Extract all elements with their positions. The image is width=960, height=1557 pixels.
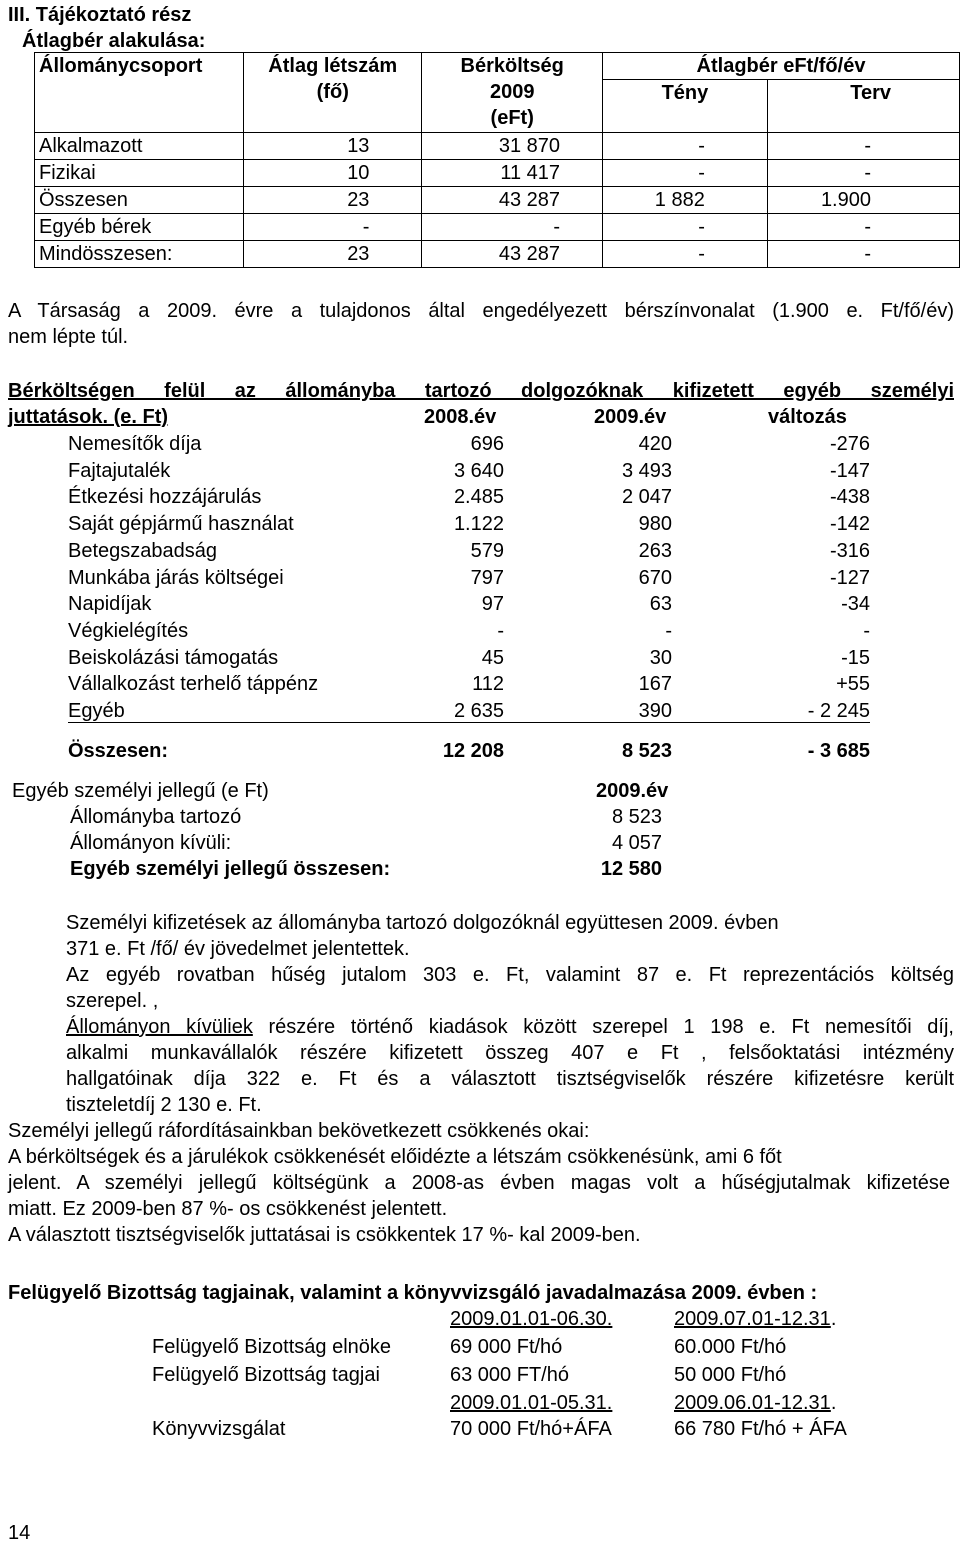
auditor-v2: 66 780 Ft/hó + ÁFA	[674, 1418, 847, 1440]
benefit-2008: 2.485	[453, 486, 504, 509]
note-line-1: A Társaság a 2009. évre a tulajdonos által engedélyezett bérszínvonalat (1.900 e. Ft/fő/év)	[8, 300, 954, 322]
other-year: 2009.év	[596, 780, 669, 802]
other-row-value: 8 523	[611, 806, 662, 828]
header-wage-cost	[422, 53, 603, 133]
benefit-2009: 670	[638, 566, 672, 589]
benefit-2009: 980	[638, 513, 672, 536]
benefit-name: Végkielégítés	[68, 619, 189, 642]
paragraph-line: szerepel. ,	[66, 990, 159, 1012]
benefit-change: - 2 245	[807, 700, 870, 722]
paragraph-line: hallgatóinak díja 322 e. Ft és a választott tisztségviselők részére kifizetésre került	[66, 1068, 954, 1090]
benefit-name: Beiskolázási támogatás	[68, 646, 279, 669]
benefit-2008: 2 635	[453, 700, 504, 722]
benefit-name: Betegszabadság	[68, 539, 218, 562]
auditor-label: Könyvvizsgálat	[152, 1418, 286, 1440]
header-plan: Terv	[767, 80, 959, 107]
header-actual: Tény	[603, 80, 768, 107]
benefit-2009: -	[665, 619, 672, 642]
paragraph-line: alkalmi munkavállalók részére kifizetett összeg 407 e Ft , felsőoktatási intézmény	[66, 1042, 954, 1064]
board-chair-v2: 60.000 Ft/hó	[674, 1336, 787, 1358]
row-cost-cell: 43 287	[422, 187, 603, 214]
benefit-2009: 420	[638, 433, 672, 455]
row-plan-cell: -	[767, 241, 959, 268]
board-members-v1: 63 000 FT/hó	[450, 1364, 569, 1386]
header-average-wage: Átlagbér eFt/fő/év	[603, 53, 960, 80]
benefit-change: -316	[829, 539, 870, 562]
header-wage-cost-line2: 2009	[489, 81, 535, 103]
benefits-col-2008: 2008.év	[424, 406, 497, 428]
paragraph-line: Az egyéb rovatban hűség jutalom 303 e. Ft, valamint 87 e. Ft reprezentációs költség	[66, 964, 954, 986]
section-title: III. Tájékoztató rész	[8, 4, 192, 26]
page-number: 14	[8, 1522, 31, 1544]
row-actual-cell: -	[603, 133, 768, 160]
board-members-label: Felügyelő Bizottság tagjai	[152, 1364, 380, 1386]
table-row	[35, 214, 960, 241]
row-cost-cell: 31 870	[422, 133, 603, 160]
period-label: 2009.07.01-12.31.	[674, 1308, 837, 1330]
period-1b: 2009.07.01-12.31	[674, 1308, 831, 1330]
table-header-row	[35, 53, 960, 80]
table-row	[35, 241, 960, 268]
benefit-change: +55	[836, 673, 870, 696]
benefit-2008: 579	[470, 539, 504, 562]
paragraph-line: jelent. A személyi jellegű költségünk a 2008-as évben magas volt a hűségjutalmak kifizetése	[8, 1172, 950, 1194]
offsite-underlined: Állományon kívüliek	[66, 1016, 253, 1038]
benefits-total-2008: 12 208	[442, 740, 504, 762]
other-total-label: Egyéb személyi jellegű összesen:	[70, 858, 391, 880]
row-plan-cell: -	[767, 160, 959, 187]
note-line-2: nem lépte túl.	[8, 326, 129, 348]
section-subtitle: Átlagbér alakulása:	[22, 30, 206, 52]
benefits-heading-line1: Bérköltségen felül az állományba tartozó dolgozóknak kifizetett egyéb személyi	[8, 380, 954, 402]
other-title: Egyéb személyi jellegű (e Ft)	[12, 780, 269, 802]
benefit-name: Munkába járás költségei	[68, 566, 284, 589]
row-plan-cell: 1.900	[767, 187, 959, 214]
offsite-rest: részére történő kiadások között szerepel 1 198 e. Ft nemesítői díj,	[252, 1016, 954, 1038]
paragraph-line: Személyi jellegű ráfordításainkban bekövetkezett csökkenés okai:	[8, 1120, 590, 1142]
benefit-name: Napidíjak	[68, 593, 152, 616]
remuneration-heading: Felügyelő Bizottság tagjainak, valamint a könyvvizsgáló javadalmazása 2009. évben :	[8, 1282, 818, 1304]
period-label	[450, 1306, 612, 1332]
benefits-col-2009: 2009.év	[594, 406, 667, 428]
benefit-2008: 45	[481, 646, 504, 669]
benefits-underline	[68, 722, 870, 723]
benefit-change: -276	[829, 433, 870, 455]
paragraph-line: miatt. Ez 2009-ben 87 %- os csökkenést jelentett.	[8, 1198, 448, 1220]
other-row-value: 4 057	[611, 832, 662, 854]
row-name-cell: Mindösszesen:	[35, 241, 244, 268]
paragraph-line-offsite	[66, 1014, 954, 1040]
row-count-cell: 23	[244, 241, 422, 268]
benefits-total-2009: 8 523	[621, 740, 672, 762]
row-actual-cell: 1 882	[603, 187, 768, 214]
board-chair-v1: 69 000 Ft/hó	[450, 1336, 563, 1358]
benefit-change: -	[863, 619, 870, 642]
benefit-2009: 2 047	[621, 486, 672, 509]
header-wage-cost-line1: Bérköltség	[460, 55, 564, 77]
benefit-2009: 390	[638, 700, 672, 722]
row-name-cell: Alkalmazott	[35, 133, 244, 160]
auditor-v1: 70 000 Ft/hó+ÁFA	[450, 1418, 612, 1440]
benefit-name: Egyéb	[68, 700, 125, 722]
average-wage-table	[34, 52, 960, 268]
row-count-cell: -	[244, 214, 422, 241]
average-wage-table-body	[35, 133, 960, 268]
benefit-name: Saját gépjármű használat	[68, 513, 294, 536]
header-avg-count-line1: Átlag létszám	[268, 55, 398, 77]
period-2a: 2009.01.01-05.31.	[450, 1392, 613, 1414]
benefit-2008: 696	[470, 433, 504, 455]
benefit-change: -34	[841, 593, 870, 616]
benefit-2008: -	[497, 619, 504, 642]
header-group: Állománycsoport	[35, 53, 244, 133]
benefits-col-change: változás	[768, 406, 847, 428]
other-row-label: Állományon kívüli:	[70, 832, 232, 854]
table-row	[35, 133, 960, 160]
benefit-change: -438	[829, 486, 870, 509]
benefit-2008: 3 640	[453, 459, 504, 482]
row-plan-cell: -	[767, 133, 959, 160]
benefits-heading-line2: juttatások. (e. Ft)	[8, 406, 169, 428]
row-name-cell: Egyéb bérek	[35, 214, 244, 241]
row-name-cell: Összesen	[35, 187, 244, 214]
paragraph-line: tiszteletdíj 2 130 e. Ft.	[66, 1094, 262, 1116]
benefit-2008: 97	[481, 593, 504, 616]
row-cost-cell: -	[422, 214, 603, 241]
row-cost-cell: 43 287	[422, 241, 603, 268]
other-row-label: Állományba tartozó	[70, 806, 242, 828]
benefit-change: -147	[829, 459, 870, 482]
benefits-total-label: Összesen:	[68, 740, 169, 762]
benefit-2008: 1.122	[453, 513, 504, 536]
benefit-2009: 167	[638, 673, 672, 696]
benefit-name: Étkezési hozzájárulás	[68, 486, 262, 509]
table-row	[35, 187, 960, 214]
row-count-cell: 23	[244, 187, 422, 214]
period-label: 2009.06.01-12.31.	[674, 1392, 837, 1414]
period-label	[450, 1390, 612, 1416]
row-count-cell: 10	[244, 160, 422, 187]
row-actual-cell: -	[603, 214, 768, 241]
board-members-v2: 50 000 Ft/hó	[674, 1364, 787, 1386]
header-avg-count	[244, 53, 422, 133]
benefits-total-change: - 3 685	[807, 740, 870, 762]
benefit-2008: 112	[472, 673, 504, 696]
benefit-change: -15	[841, 646, 870, 669]
benefit-change: -142	[829, 513, 870, 536]
benefit-name: Nemesítők díja	[68, 433, 202, 455]
row-cost-cell: 11 417	[422, 160, 603, 187]
period-1a: 2009.01.01-06.30.	[450, 1308, 613, 1330]
header-wage-cost-line3: (eFt)	[490, 107, 534, 129]
paragraph-line: Személyi kifizetések az állományba tartozó dolgozóknál együttesen 2009. évben	[66, 912, 779, 934]
benefit-2009: 63	[649, 593, 672, 616]
paragraph-line: 371 e. Ft /fő/ év jövedelmet jelentettek.	[66, 938, 410, 960]
benefit-name: Vállalkozást terhelő táppénz	[68, 673, 319, 696]
benefit-change: -127	[829, 566, 870, 589]
benefit-name: Fajtajutalék	[68, 459, 171, 482]
header-avg-count-line2: (fő)	[316, 81, 349, 103]
benefit-2009: 263	[638, 539, 672, 562]
row-name-cell: Fizikai	[35, 160, 244, 187]
period-2b: 2009.06.01-12.31	[674, 1392, 831, 1414]
other-total-value: 12 580	[600, 858, 662, 880]
benefit-2009: 3 493	[621, 459, 672, 482]
benefit-2009: 30	[649, 646, 672, 669]
paragraph-line: A bérköltségek és a járulékok csökkenését előidézte a létszám csökkenésünk, ami 6 főt	[8, 1146, 782, 1168]
row-actual-cell: -	[603, 241, 768, 268]
paragraph-line: A választott tisztségviselők juttatásai is csökkentek 17 %- kal 2009-ben.	[8, 1224, 641, 1246]
benefit-2008: 797	[470, 566, 504, 589]
row-plan-cell: -	[767, 214, 959, 241]
board-chair-label: Felügyelő Bizottság elnöke	[152, 1336, 392, 1358]
row-actual-cell: -	[603, 160, 768, 187]
row-count-cell: 13	[244, 133, 422, 160]
table-row	[35, 160, 960, 187]
